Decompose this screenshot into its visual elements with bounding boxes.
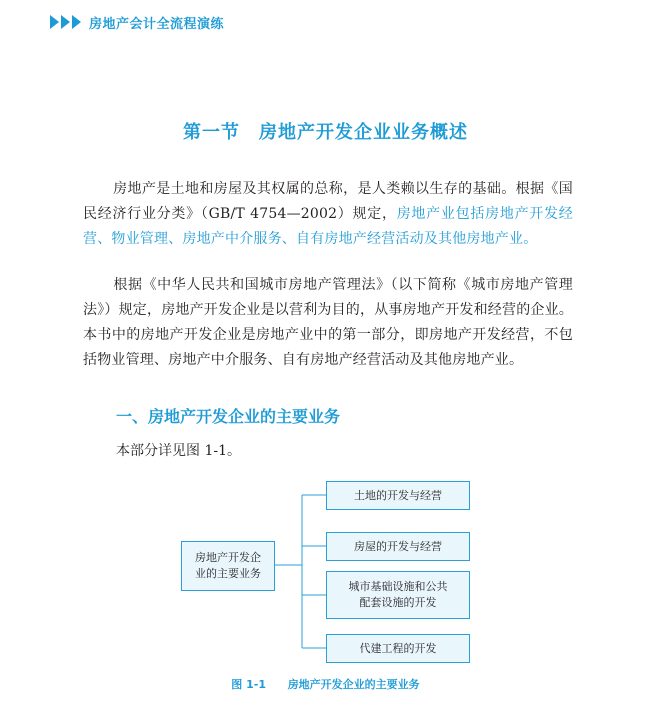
chevron-right-icon [61, 15, 70, 29]
page-header [50, 12, 224, 32]
paragraph-2 [83, 273, 573, 373]
chevron-right-icon [72, 15, 81, 29]
diagram-root-box [181, 541, 275, 591]
diagram-branch-box: 代建工程的开发 [326, 634, 470, 663]
paragraph-1-highlight: 房地产业包括房地产开发经营、物业管理、房地产中介服务、自有房地产经营活动及其他房地产业。 [83, 206, 573, 247]
paragraph-1-text: 房地产是土地和房屋及其权属的总称，是人类赖以生存的基础。根据《国民经济行业分类》（GB/T 4754—2002）规定， [83, 181, 573, 222]
section-title: 第一节 房地产开发企业业务概述 [183, 122, 468, 143]
figure-caption [0, 676, 651, 692]
book-title: 房地产会计全流程演练 [89, 16, 225, 32]
figure-title: 房地产开发企业的主要业务 [287, 678, 420, 691]
diagram-branch-box [326, 571, 470, 619]
business-diagram [180, 478, 480, 668]
figure-reference-text: 本部分详见图 1-1。 [116, 443, 241, 459]
branch-line-1: 城市基础设施和公共 [348, 580, 448, 593]
paragraph-1 [83, 177, 573, 252]
root-line-2: 业的主要业务 [195, 567, 261, 580]
branch-line-2: 配套设施的开发 [359, 596, 437, 609]
figure-number: 图 1-1 [231, 678, 266, 691]
paragraph-2-text: 根据《中华人民共和国城市房地产管理法》（以下简称《城市房地产管理法》）规定，房地产开发企业是以营利为目的，从事房地产开发和经营的企业。本书中的房地产开发企业是房地产业中的第一部分，即房地产开发经营，不包括物业管理、房地产中介服务、自有房地产经营活动及其他房地产业。 [83, 277, 573, 368]
subsection-heading: 一、房地产开发企业的主要业务 [116, 407, 341, 426]
chevron-right-icon [50, 15, 59, 29]
diagram-branch-box: 房屋的开发与经营 [326, 532, 470, 561]
diagram-branch-box: 土地的开发与经营 [326, 481, 470, 510]
root-line-1: 房地产开发企 [195, 551, 261, 564]
